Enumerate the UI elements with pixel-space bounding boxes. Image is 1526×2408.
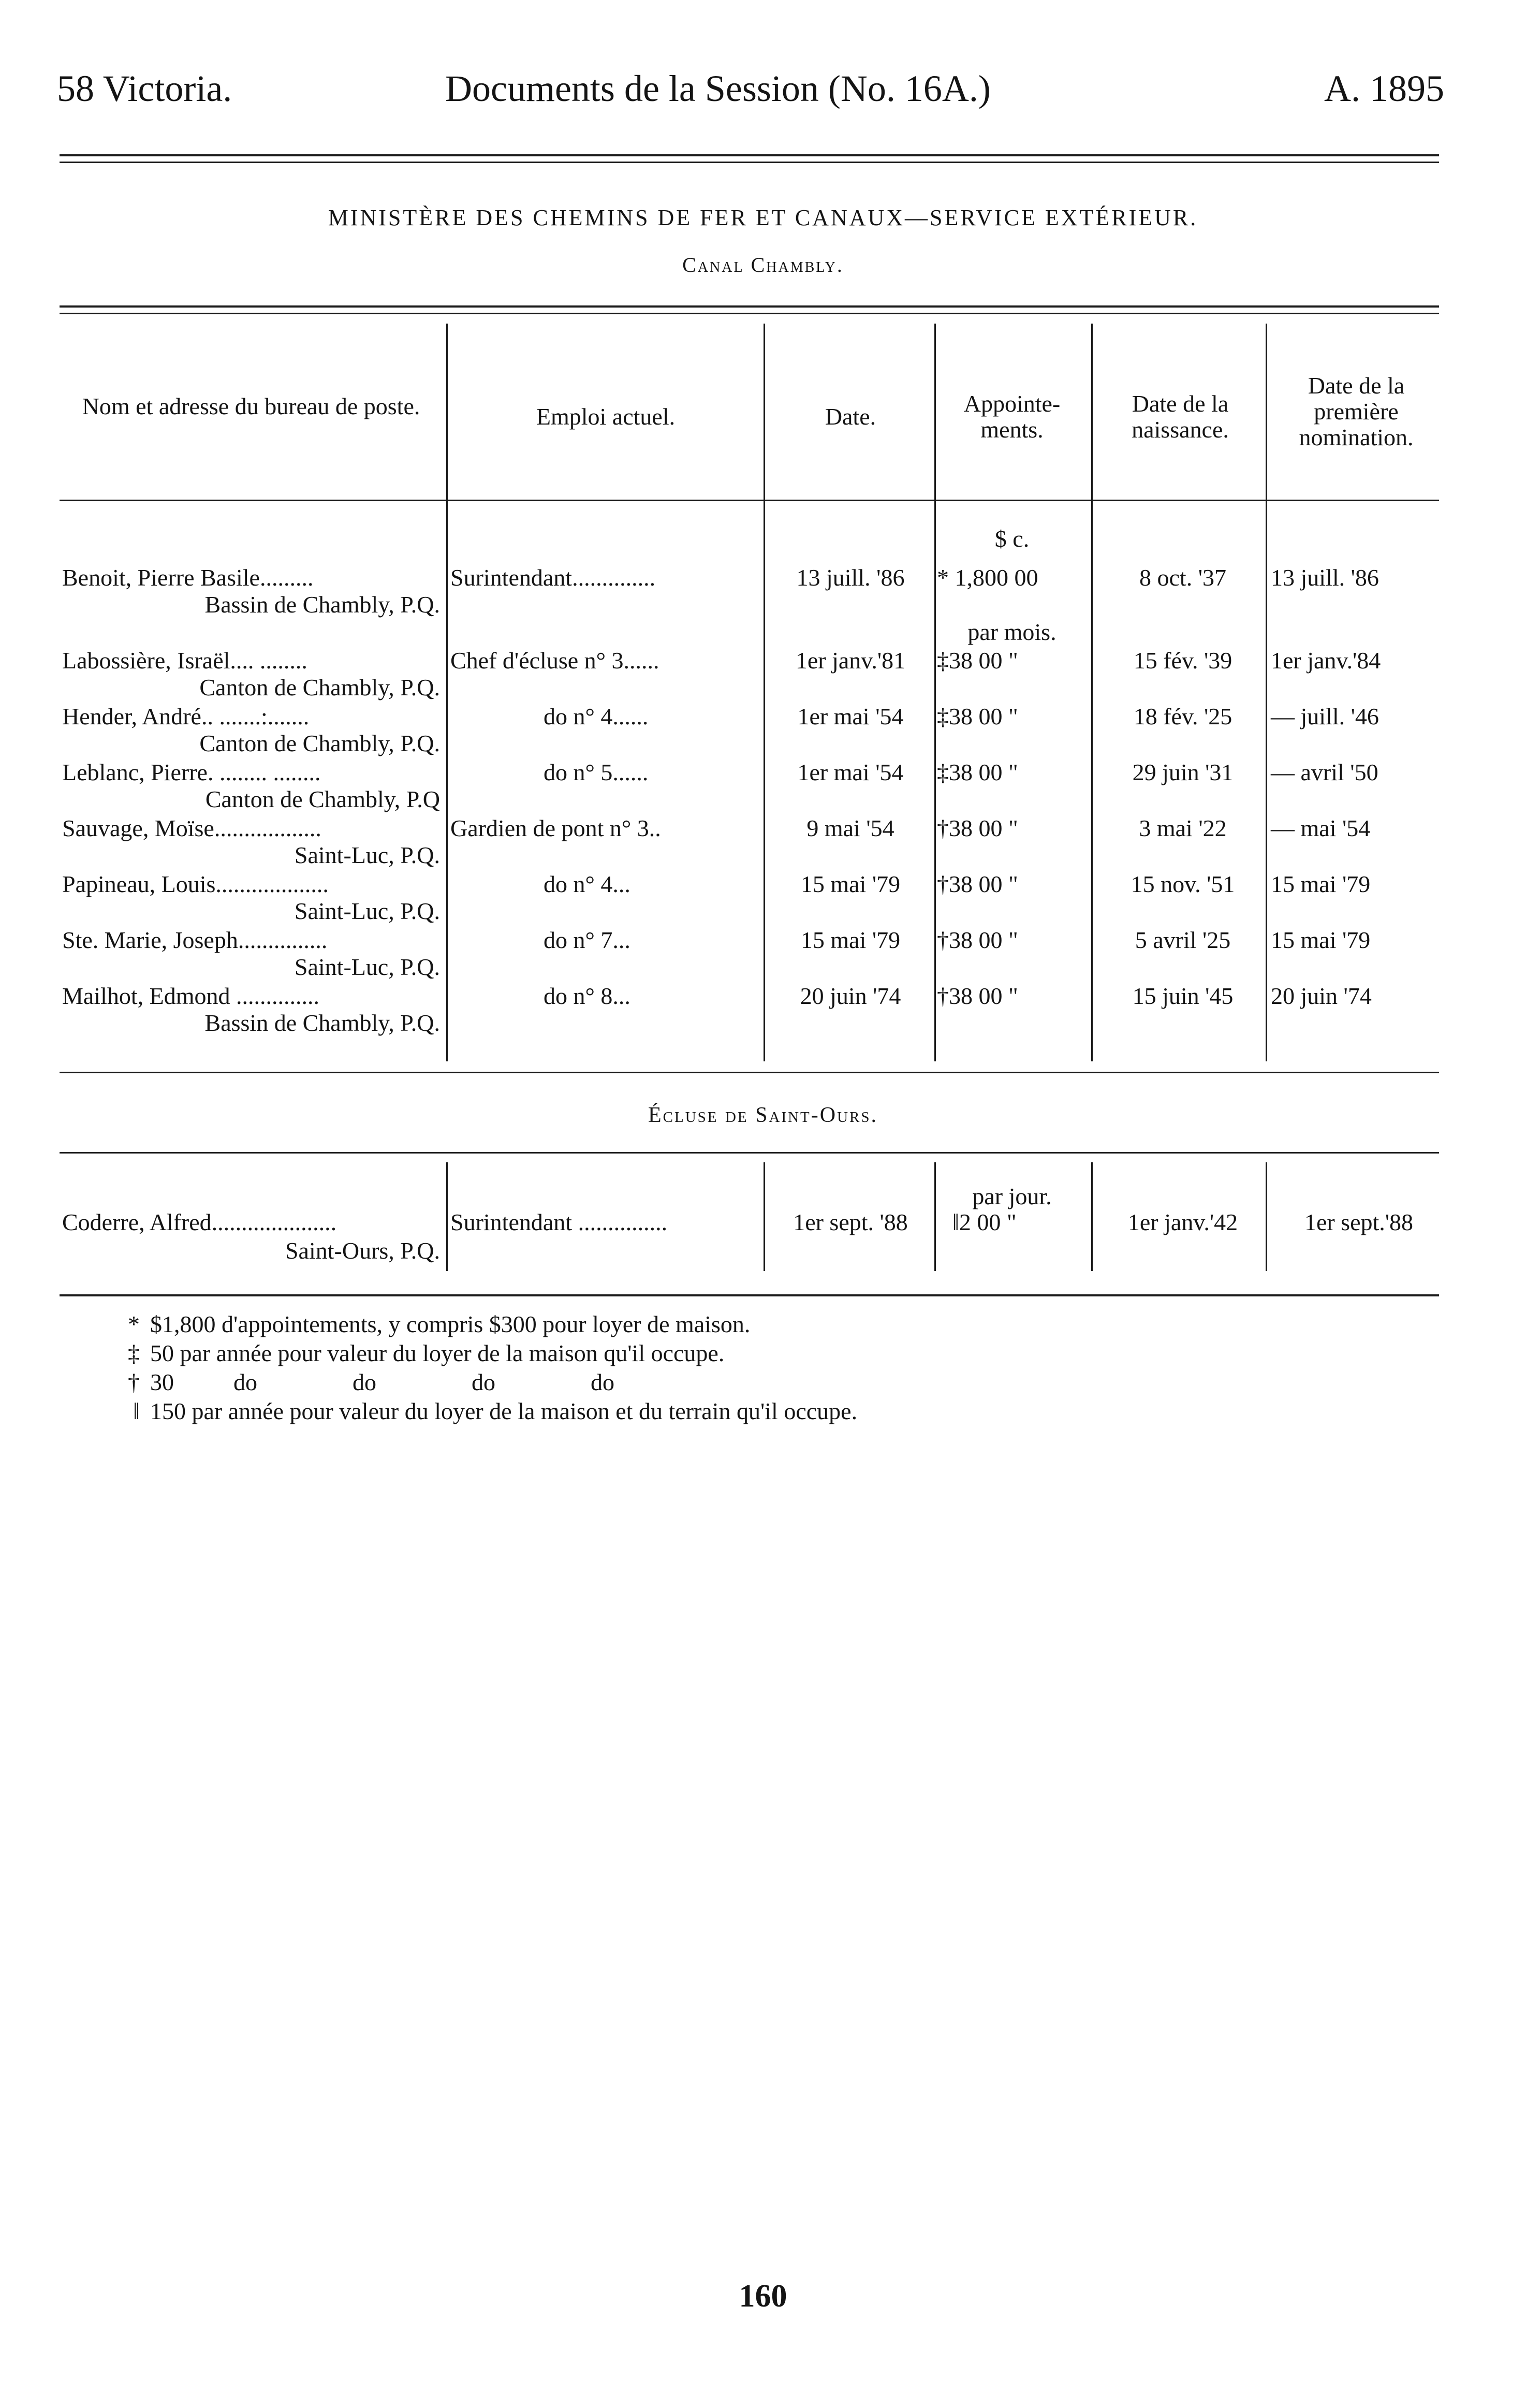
- row-2-salary: ‡38 00 ": [937, 647, 1018, 674]
- row-3-name: Hender, André.. .......:.......: [62, 703, 310, 729]
- row-3-first: — juill. '46: [1271, 703, 1379, 729]
- row-9-employment: Surintendant ...............: [450, 1209, 668, 1235]
- header-birth: Date de la naissance.: [1132, 390, 1229, 443]
- header-date: Date.: [825, 403, 876, 430]
- row-9-birth: 1er janv.'42: [1127, 1209, 1238, 1235]
- col-sep-1: [446, 324, 448, 1061]
- running-head-left: 58 Victoria.: [57, 68, 232, 109]
- row-3-salary: ‡38 00 ": [937, 703, 1018, 729]
- row-5-name: Sauvage, Moïse..................: [62, 815, 321, 841]
- row-1-first: 13 juill. '86: [1271, 564, 1379, 591]
- row-1-address: Bassin de Chambly, P.Q.: [204, 591, 440, 618]
- col-sep-3: [934, 324, 936, 1061]
- row-6-birth: 15 nov. '51: [1131, 871, 1235, 897]
- row-5-birth: 3 mai '22: [1139, 815, 1227, 841]
- row-4-employment: do n° 5......: [544, 759, 649, 785]
- footnote-mark: ‡: [128, 1340, 140, 1366]
- row-8-first: 20 juin '74: [1271, 983, 1372, 1009]
- row-1-birth: 8 oct. '37: [1139, 564, 1226, 591]
- table-top-rule: [60, 305, 1439, 308]
- row-5-address: Saint-Luc, P.Q.: [294, 842, 440, 868]
- row-8-salary: †38 00 ": [937, 983, 1018, 1009]
- page-title: MINISTÈRE DES CHEMINS DE FER ET CANAUX—SERVICE EXTÉRIEUR.: [328, 205, 1198, 230]
- row-5-first: — mai '54: [1271, 815, 1371, 841]
- page-subtitle: Canal Chambly.: [682, 253, 844, 276]
- footnote-mark: *: [128, 1311, 140, 1337]
- row-2-address: Canton de Chambly, P.Q.: [199, 674, 440, 700]
- row-7-birth: 5 avril '25: [1135, 927, 1231, 953]
- col-sep-1b: [446, 1162, 448, 1271]
- header-bottom-rule: [60, 500, 1439, 501]
- row-1-name: Benoit, Pierre Basile.........: [62, 564, 314, 591]
- header-name: Nom et adresse du bureau de poste.: [82, 393, 420, 419]
- row-3-birth: 18 fév. '25: [1133, 703, 1232, 729]
- row-4-first: — avril '50: [1271, 759, 1378, 785]
- currency-header: $ c.: [994, 526, 1030, 552]
- row-9-date: 1er sept. '88: [793, 1209, 908, 1235]
- col-sep-2: [764, 324, 765, 1061]
- header-employment: Emploi actuel.: [536, 403, 676, 430]
- row-4-address: Canton de Chambly, P.Q: [205, 786, 440, 812]
- per-month-note: par mois.: [967, 619, 1057, 645]
- footnote-text: 150 par année pour valeur du loyer de la maison et du terrain qu'il occupe.: [150, 1398, 858, 1424]
- footnotes: [119, 1310, 857, 1426]
- section-2-top-rule: [60, 1152, 1439, 1154]
- section-title-saint-ours: Écluse de Saint-Ours.: [648, 1103, 878, 1127]
- row-9-address: Saint-Ours, P.Q.: [285, 1237, 440, 1264]
- header-salary: Appointe-ments.: [963, 390, 1061, 443]
- row-2-first: 1er janv.'84: [1271, 647, 1381, 674]
- running-head-right: A. 1895: [1324, 68, 1444, 109]
- row-8-name: Mailhot, Edmond ..............: [62, 983, 320, 1009]
- row-7-salary: †38 00 ": [937, 927, 1018, 953]
- row-4-name: Leblanc, Pierre. ........ ........: [62, 759, 321, 785]
- row-5-date: 9 mai '54: [806, 815, 894, 841]
- row-3-date: 1er mai '54: [797, 703, 904, 729]
- row-1-salary: * 1,800 00: [937, 564, 1038, 591]
- footnote: [119, 1339, 857, 1368]
- section-1-bottom-rule: [60, 1072, 1439, 1073]
- head-rule-top: [60, 154, 1439, 156]
- row-2-name: Labossière, Israël.... ........: [62, 647, 307, 674]
- footnote: [119, 1310, 857, 1339]
- row-7-address: Saint-Luc, P.Q.: [294, 954, 440, 980]
- footnote: [119, 1397, 857, 1426]
- row-7-name: Ste. Marie, Joseph...............: [62, 927, 328, 953]
- row-7-date: 15 mai '79: [800, 927, 901, 953]
- page-number: 160: [739, 2279, 787, 2314]
- running-head-center: Documents de la Session (No. 16A.): [445, 68, 991, 109]
- footnote-mark: ‖: [133, 1398, 140, 1424]
- row-6-name: Papineau, Louis...................: [62, 871, 329, 897]
- footnote-mark: †: [128, 1369, 140, 1395]
- row-7-first: 15 mai '79: [1271, 927, 1371, 953]
- row-6-date: 15 mai '79: [800, 871, 901, 897]
- row-8-address: Bassin de Chambly, P.Q.: [204, 1010, 440, 1036]
- col-sep-4b: [1091, 1162, 1093, 1271]
- row-6-salary: †38 00 ": [937, 871, 1018, 897]
- row-9-name: Coderre, Alfred.....................: [62, 1209, 337, 1235]
- row-1-employment: Surintendant..............: [450, 564, 656, 591]
- row-9-first: 1er sept.'88: [1304, 1209, 1414, 1235]
- footnote-text: $1,800 d'appointements, y compris $300 pour loyer de maison.: [150, 1311, 751, 1337]
- row-5-employment: Gardien de pont n° 3..: [450, 815, 661, 841]
- head-rule-bottom: [60, 162, 1439, 163]
- row-1-date: 13 juill. '86: [796, 564, 905, 591]
- row-2-employment: Chef d'écluse n° 3......: [450, 647, 659, 674]
- row-3-address: Canton de Chambly, P.Q.: [199, 730, 440, 756]
- row-8-date: 20 juin '74: [800, 983, 901, 1009]
- per-day-note: par jour.: [972, 1183, 1052, 1209]
- table-top-rule-2: [60, 313, 1439, 314]
- row-9-salary: ‖2 00 ": [952, 1209, 1017, 1235]
- row-6-address: Saint-Luc, P.Q.: [294, 898, 440, 924]
- col-sep-4: [1091, 324, 1093, 1061]
- col-sep-2b: [764, 1162, 765, 1271]
- footnote-text: 30 do do do do: [150, 1369, 614, 1395]
- row-2-date: 1er janv.'81: [795, 647, 906, 674]
- row-8-birth: 15 juin '45: [1132, 983, 1234, 1009]
- footnote: [119, 1368, 857, 1397]
- row-2-birth: 15 fév. '39: [1133, 647, 1232, 674]
- header-first-appointment: Date de la première nomination.: [1299, 372, 1414, 450]
- col-sep-3b: [934, 1162, 936, 1271]
- row-5-salary: †38 00 ": [937, 815, 1018, 841]
- row-6-employment: do n° 4...: [544, 871, 630, 897]
- row-3-employment: do n° 4......: [544, 703, 649, 729]
- table-bottom-rule: [60, 1294, 1439, 1296]
- running-head: [57, 67, 1444, 124]
- row-8-employment: do n° 8...: [544, 983, 630, 1009]
- row-6-first: 15 mai '79: [1271, 871, 1371, 897]
- row-7-employment: do n° 7...: [544, 927, 630, 953]
- footnote-text: 50 par année pour valeur du loyer de la maison qu'il occupe.: [150, 1340, 725, 1366]
- row-4-birth: 29 juin '31: [1132, 759, 1234, 785]
- row-4-salary: ‡38 00 ": [937, 759, 1018, 785]
- row-4-date: 1er mai '54: [797, 759, 904, 785]
